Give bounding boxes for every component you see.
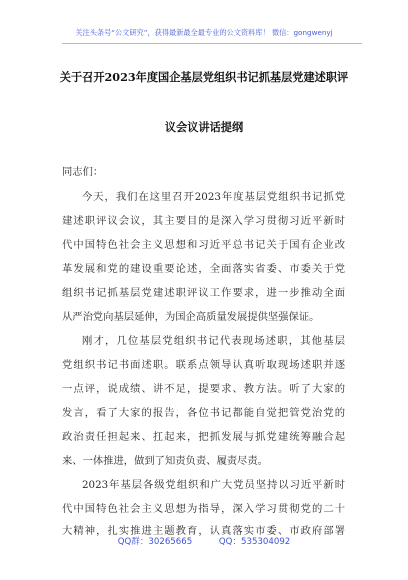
paragraph-line: 刚才，几位基层党组织书记代表现场述职，其他基层	[82, 335, 345, 347]
paragraph-line: 代中国特色社会主义思想为指导，深入学习贯彻党的二十	[62, 503, 345, 515]
header-divider	[62, 43, 362, 44]
header-note: 关注头条号“公文研究”，获得最新最全最专业的公文资料库！ 微信：gongwenyj	[75, 28, 333, 37]
paragraph-line: 组织书记抓基层党建述职评议工作要求，进一步推动全面	[62, 287, 345, 299]
paragraph-line: 2023年基层各级党组织和广大党员坚持以习近平新时	[82, 479, 345, 491]
paragraph-line: 革发展和党的建设重要论述，全面落实省委、市委关于党	[62, 263, 345, 275]
paragraph-line: 建述职评议会议，其主要目的是深入学习贯彻习近平新时	[62, 215, 345, 227]
salutation: 同志们：	[62, 166, 104, 178]
footer-qq-group: QQ群：30265665	[117, 537, 193, 547]
paragraph-line: 发言，看了大家的报告，各位书记都能自觉把管党治党的	[62, 407, 345, 419]
paragraph-line: 代中国特色社会主义思想和习近平总书记关于国有企业改	[62, 239, 345, 251]
paragraph-line: 从严治党向基层延伸，为国企高质量发展提供坚强保证。	[62, 311, 320, 323]
footer-contact	[0, 535, 408, 547]
paragraph-line: 政治责任担起来、扛起来，把抓发展与抓党建统筹融合起	[62, 431, 345, 443]
document-title-line-1: 关于召开2023年度国企基层党组织书记抓基层党建述职评	[59, 70, 349, 84]
paragraph-line: 来、一体推进，做到了知责负责、履责尽责。	[62, 455, 268, 467]
footer-qq: QQ：535304092	[218, 537, 291, 547]
paragraph-line: 一点评，说成绩、讲不足，提要求、教方法。听了大家的	[62, 383, 345, 395]
paragraph-line: 大精神，扎实推进主题教育，认真落实市委、市政府部署	[62, 525, 345, 537]
document-title-line-2: 议会议讲话提纲	[164, 120, 244, 134]
paragraph-line: 党组织书记书面述职。联系点领导认真听取现场述职并逐	[62, 359, 345, 371]
paragraph-line: 今天，我们在这里召开2023年度基层党组织书记抓党	[82, 191, 345, 203]
